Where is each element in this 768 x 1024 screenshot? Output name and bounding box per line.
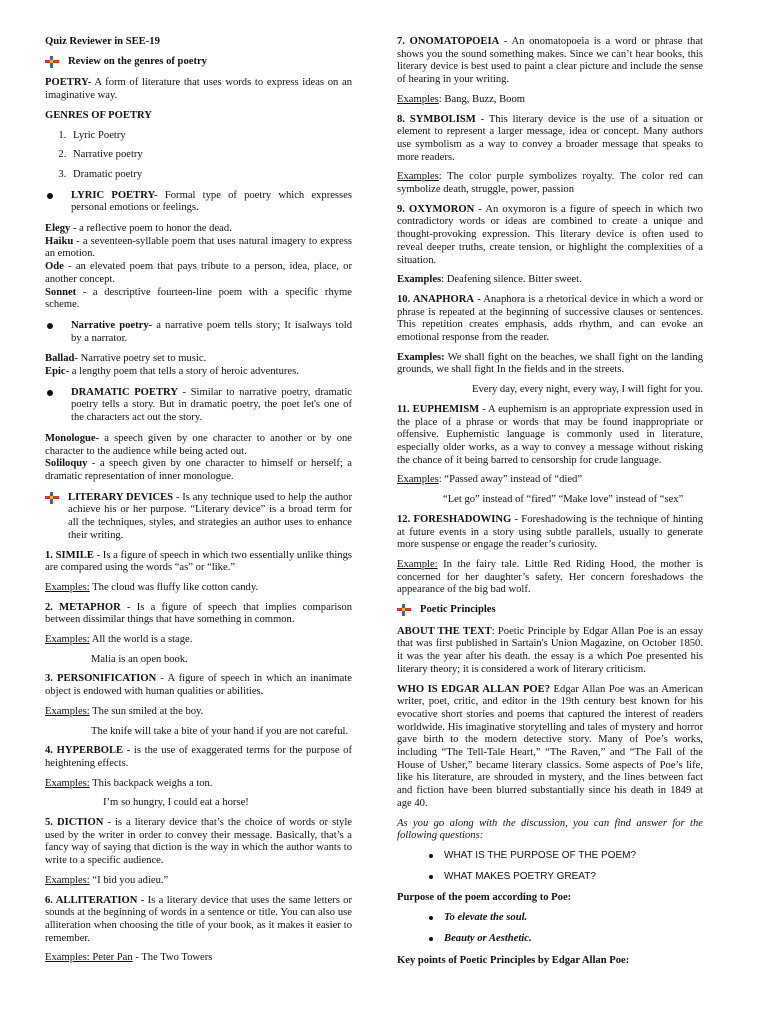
simile-definition: 1. SIMILE - Is a figure of speech in which two essentially unlike things are compared using the words “as” or “like.” <box>45 549 352 574</box>
right-column <box>397 36 703 975</box>
personification-example-2: The knife will take a bite of your hand if you are not careful. <box>91 725 349 737</box>
compass-bullet-icon <box>397 604 411 616</box>
personification-definition: 3. PERSONIFICATION - A figure of speech in which an inanimate object is endowed with human qualities or abilities. <box>45 673 353 698</box>
symbolism-example: Examples: The color purple symbolizes royalty. The color red can symbolize death, struggle, power, passion <box>397 171 703 196</box>
definition-item: Elegy - a reflective poem to honor the dead. <box>45 223 232 235</box>
genre-item: 1. Lyric Poetry <box>69 130 352 143</box>
hyperbole-definition: 4. HYPERBOLE - is the use of exaggerated terms for the purpose of heightening effects. <box>45 745 352 769</box>
alliteration-example: Examples: Peter Pan - The Two Towers <box>45 952 213 964</box>
literary-devices-block: LITERARY DEVICES - Is any technique used to help the author achieve his or her purpose. “Literary device” is a broad term for all the techniques, styles, and strategies an author uses to enhance their writing. <box>45 492 352 543</box>
definition-item: Haiku - a seventeen-syllable poem that uses natural imagery to express an emotion. <box>45 235 352 260</box>
onomatopoeia-definition: 7. ONOMATOPOEIA - An onomatopoeia is a word or phrase that shows you the sound something makes. Since we can’t hear books, this literary device is best used to paint a clear picture and include the sense of hearing in your writing. <box>397 36 703 86</box>
foreshadowing-example: Example: In the fairy tale. Little Red Riding Hood, the mother is concerned for her daughter’s safety. Her concern foreshadows the appearance of the big bad wolf. <box>397 558 703 596</box>
alliteration-definition: 6. ALLITERATION - Is a literary device that uses the same letters or sounds at the beginning of words in a sentence or title. You can also use alliteration when choosing the title of your book, as it makes it easier to remember. <box>45 894 352 944</box>
review-heading-line <box>45 56 352 69</box>
narrative-types <box>45 353 352 378</box>
genres-list <box>45 130 352 182</box>
poetic-principles-heading: Poetic Principles <box>420 604 496 616</box>
purpose-heading: Purpose of the poem according to Poe: <box>397 891 572 903</box>
oxymoron-example: Examples: Deafening silence. Bitter sweet. <box>397 274 582 286</box>
anaphora-example-2: Every day, every night, every way, I will fight for you. <box>471 384 703 396</box>
euphemism-example: Examples: “Passed away” instead of “died” <box>397 474 583 486</box>
dramatic-types <box>45 433 352 484</box>
compass-bullet-icon <box>45 56 59 68</box>
definition-item: Sonnet - a descriptive fourteen-line poem with a specific rhyme scheme. <box>45 286 352 311</box>
dramatic-poetry-bullet: DRAMATIC POETRY - Similar to narrative poetry, dramatic poetry tells a story. But in dramatic poetry, the poet let's one of the characters act out the story. <box>45 387 352 425</box>
metaphor-example: Examples: All the world is a stage. <box>45 634 193 646</box>
purpose-item: To elevate the soul. <box>429 912 703 925</box>
symbolism-definition: 8. SYMBOLISM - This literary device is the use of a situation or element to represent a larger message, idea or concept. Many authors use symbolism as a way to convey a broader message that speaks to more readers. <box>397 113 703 163</box>
diction-example: Examples: “I bid you adieu.” <box>45 874 169 886</box>
bullet-dot-icon <box>47 390 53 396</box>
hyperbole-example: Examples: This backpack weighs a ton. <box>45 777 213 789</box>
left-column <box>45 36 352 972</box>
oxymoron-definition: 9. OXYMORON - An oxymoron is a figure of speech in which two contradictory words or ideas are combined to create a unique and thought-provoking expression. This literary device is often used to reveal deeper truths, create tension, or highlight the complexities of a situation. <box>397 203 703 266</box>
definition-item: Ode - an elevated poem that pays tribute to a person, idea, place, or another concept. <box>45 261 352 285</box>
who-is-poe: WHO IS EDGAR ALLAN POE? Edgar Allan Poe was an American writer, poet, critic, and editor in the 19th century best known for his evocative short stories and poems that captured the interest of readers worldwide. His imaginative storytelling and tales of mystery and horror gave birth to the modern detective story. Many of Poe’s works, including “The Tell-Tale Heart,” “The Raven,” and “The Fall of the House of Usher,” became literary classics. Some aspects of Poe’s life, like his literature, are shrouded in mystery, and the lines between fact and fiction have been blurred substantially since his death in 1849 at age 40. <box>397 683 703 809</box>
definition-item: Soliloquy - a speech given by one character to himself or herself; a dramatic representation of inner monologue. <box>45 458 352 482</box>
genre-item: 3. Dramatic poetry <box>69 169 352 182</box>
personification-example: Examples: The sun smiled at the boy. <box>45 705 204 717</box>
bullet-dot-icon <box>47 323 53 329</box>
narrative-poetry-bullet: Narrative poetry- a narrative poem tells story; It isalways told by a narrator. <box>45 320 352 345</box>
foreshadowing-definition: 12. FORESHADOWING - Foreshadowing is the technique of hinting at future events in a story using subtle parallels, usually to generate more suspense or engage the reader’s curiosity. <box>397 513 704 551</box>
euphemism-example-2: “Let go” instead of “fired” “Make love” instead of “sex” <box>443 494 684 506</box>
intro-questions: As you go along with the discussion, you can find answer for the following questions: <box>397 817 703 842</box>
poetry-definition: POETRY- A form of literature that uses words to express ideas on an imaginative way. <box>45 77 352 102</box>
question-item: WHAT MAKES POETRY GREAT? <box>429 871 703 883</box>
simile-example: Examples: The cloud was fluffy like cotton candy. <box>45 581 259 593</box>
euphemism-definition: 11. EUPHEMISM - A euphemism is an appropriate expression used in the place of a phrase or words that may be found inappropriate or offensive. Euphemistic language is commonly used in literature, especially older works, as a way to convey a message without risking the chance of it being barred to censorship for crude language. <box>397 403 704 466</box>
bullet-dot-icon <box>47 193 53 199</box>
metaphor-example-2: Malia is an open book. <box>91 653 188 665</box>
definition-item: Epic- a lengthy poem that tells a story of heroic adventures. <box>45 366 299 378</box>
lyric-types <box>45 223 352 312</box>
definition-item: Monologue- a speech given by one character to another or by one character to the audience while being acted out. <box>45 432 352 457</box>
onomatopoeia-example: Examples: Bang, Buzz, Boom <box>397 93 525 105</box>
hyperbole-example-2: I’m so hungry, I could eat a horse! <box>103 797 249 809</box>
genres-heading: GENRES OF POETRY <box>45 109 152 121</box>
compass-bullet-icon <box>45 492 59 504</box>
definition-item: Ballad- Narrative poetry set to music. <box>45 353 207 365</box>
question-item: WHAT IS THE PURPOSE OF THE POEM? <box>429 850 703 862</box>
genre-item: 2. Narrative poetry <box>69 149 352 162</box>
diction-definition: 5. DICTION - is a literary device that’s the choice of words or style used by the writer in order to convey their message. Basically, that’s a fancy way of saying that diction is the way in which the author wants to write to a specific audience. <box>45 817 352 867</box>
document-title: Quiz Reviewer in SEE-19 <box>45 36 160 47</box>
anaphora-example: Examples: We shall fight on the beaches, we shall fight on the landing grounds, we shall fight In the fields and in the streets. <box>397 351 703 376</box>
metaphor-definition: 2. METAPHOR - Is a figure of speech that implies comparison between dissimilar things that have something in common. <box>45 601 352 626</box>
anaphora-definition: 10. ANAPHORA - Anaphora is a rhetorical device in which a word or phrase is repeated at the beginning of successive clauses or sentences. This repetition creates emphasis, adds rhythm, and can evoke an emotional response from the reader. <box>397 293 703 344</box>
lyric-poetry-bullet: LYRIC POETRY- Formal type of poetry which expresses personal emotions or feelings. <box>45 190 352 215</box>
questions-list <box>397 850 703 883</box>
purpose-list <box>397 912 703 946</box>
key-points-heading: Key points of Poetic Principles by Edgar Allan Poe: <box>397 955 630 967</box>
review-heading: Review on the genres of poetry <box>68 55 207 67</box>
about-the-text: ABOUT THE TEXT: Poetic Principle by Edgar Allan Poe is an essay that was first published in Sartain's Union Magazine, on October 1850. it was the year after his death. the essay is a which Poe presented his literary theory; it is considered a work of literary criticism. <box>397 625 703 675</box>
poetic-principles-heading-line <box>397 604 703 617</box>
purpose-item: Beauty or Aesthetic. <box>429 933 703 946</box>
